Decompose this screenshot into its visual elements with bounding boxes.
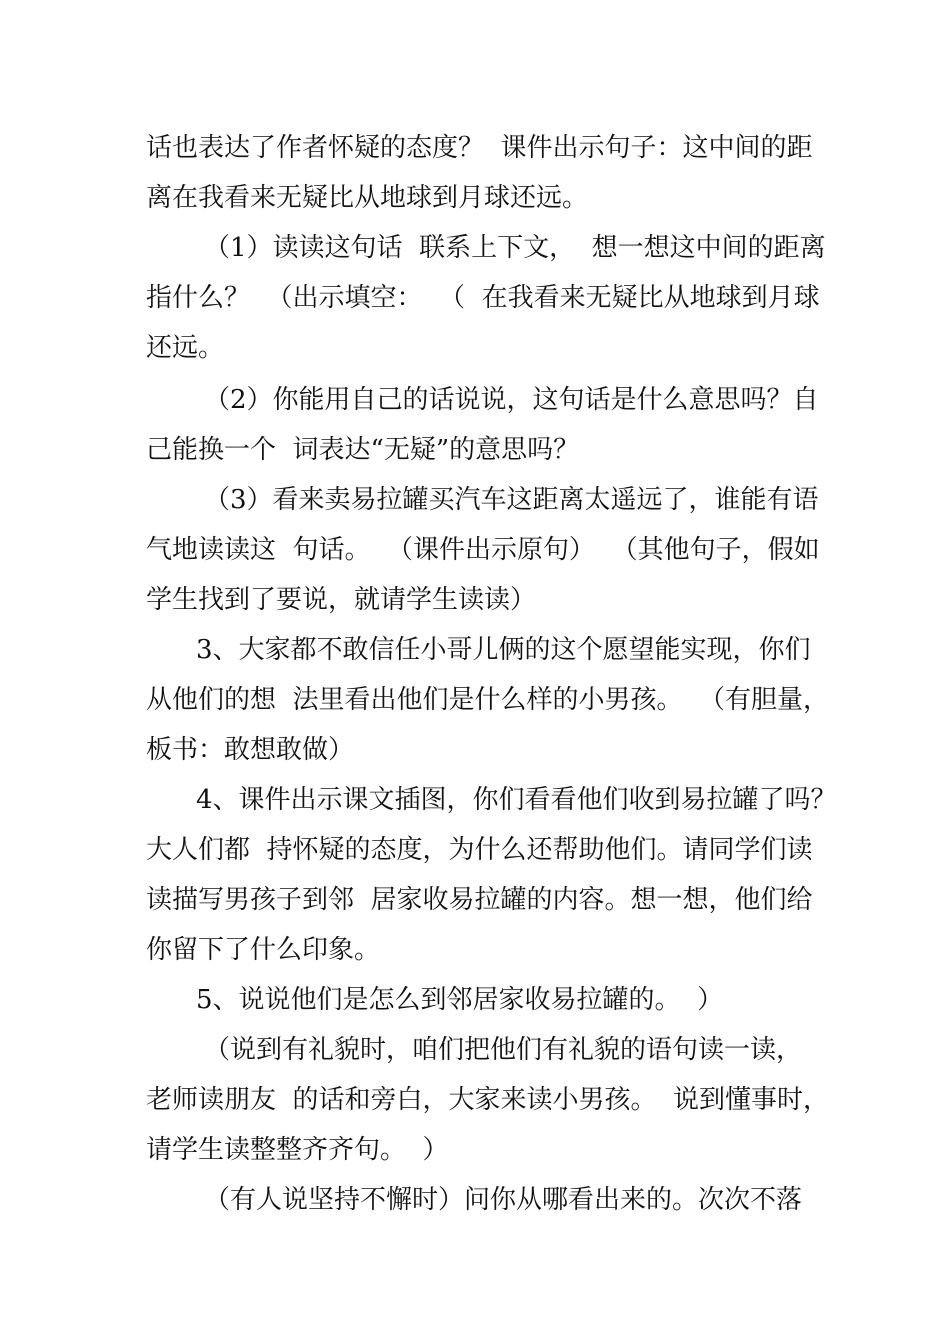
text-line: 大人们都 持怀疑的态度，为什么还帮助他们。请同学们读 <box>146 835 813 865</box>
text-line: （3）看来卖易拉罐买汽车这距离太遥远了，谁能有语 <box>204 485 819 515</box>
text-line: 己能换一个 词表达“无疑”的意思吗？ <box>146 435 580 465</box>
text-line: 指什么？ （出示填空： （ 在我看来无疑比从地球到月球 <box>146 283 820 313</box>
text-line: 3、大家都不敢信任小哥儿俩的这个愿望能实现，你们 <box>196 635 811 665</box>
text-line: 气地读读这 句话。 （课件出示原句） （其他句子，假如 <box>146 535 820 565</box>
text-line: 4、课件出示课文插图，你们看看他们收到易拉罐了吗？ <box>196 785 837 815</box>
text-line: 还远。 <box>146 333 225 363</box>
text-line: 话也表达了作者怀疑的态度？ 课件出示句子：这中间的距 <box>146 133 813 163</box>
text-line: 5、说说他们是怎么到邻居家收易拉罐的。 ） <box>196 985 724 1015</box>
text-line: 老师读朋友 的话和旁白，大家来读小男孩。 说到懂事时， <box>146 1085 830 1115</box>
text-line: （1）读读这句话 联系上下文， 想一想这中间的距离 <box>204 233 826 263</box>
text-line: 你留下了什么印象。 <box>146 935 381 965</box>
text-line: （说到有礼貌时，咱们把他们有礼貌的语句读一读， <box>204 1035 803 1065</box>
text-line: （2）你能用自己的话说说，这句话是什么意思吗？自 <box>204 385 819 415</box>
text-line: （有人说坚持不懈时）问你从哪看出来的。次次不落 <box>204 1185 803 1215</box>
text-line: 学生找到了要说，就请学生读读） <box>146 585 537 615</box>
text-line: 从他们的想 法里看出他们是什么样的小男孩。 （有胆量， <box>146 685 830 715</box>
text-line: 离在我看来无疑比从地球到月球还远。 <box>146 183 589 213</box>
text-line: 板书：敢想敢做） <box>146 735 355 765</box>
text-line: 读描写男孩子到邻 居家收易拉罐的内容。想一想，他们给 <box>146 885 813 915</box>
text-line: 请学生读整整齐齐句。 ） <box>146 1135 449 1165</box>
